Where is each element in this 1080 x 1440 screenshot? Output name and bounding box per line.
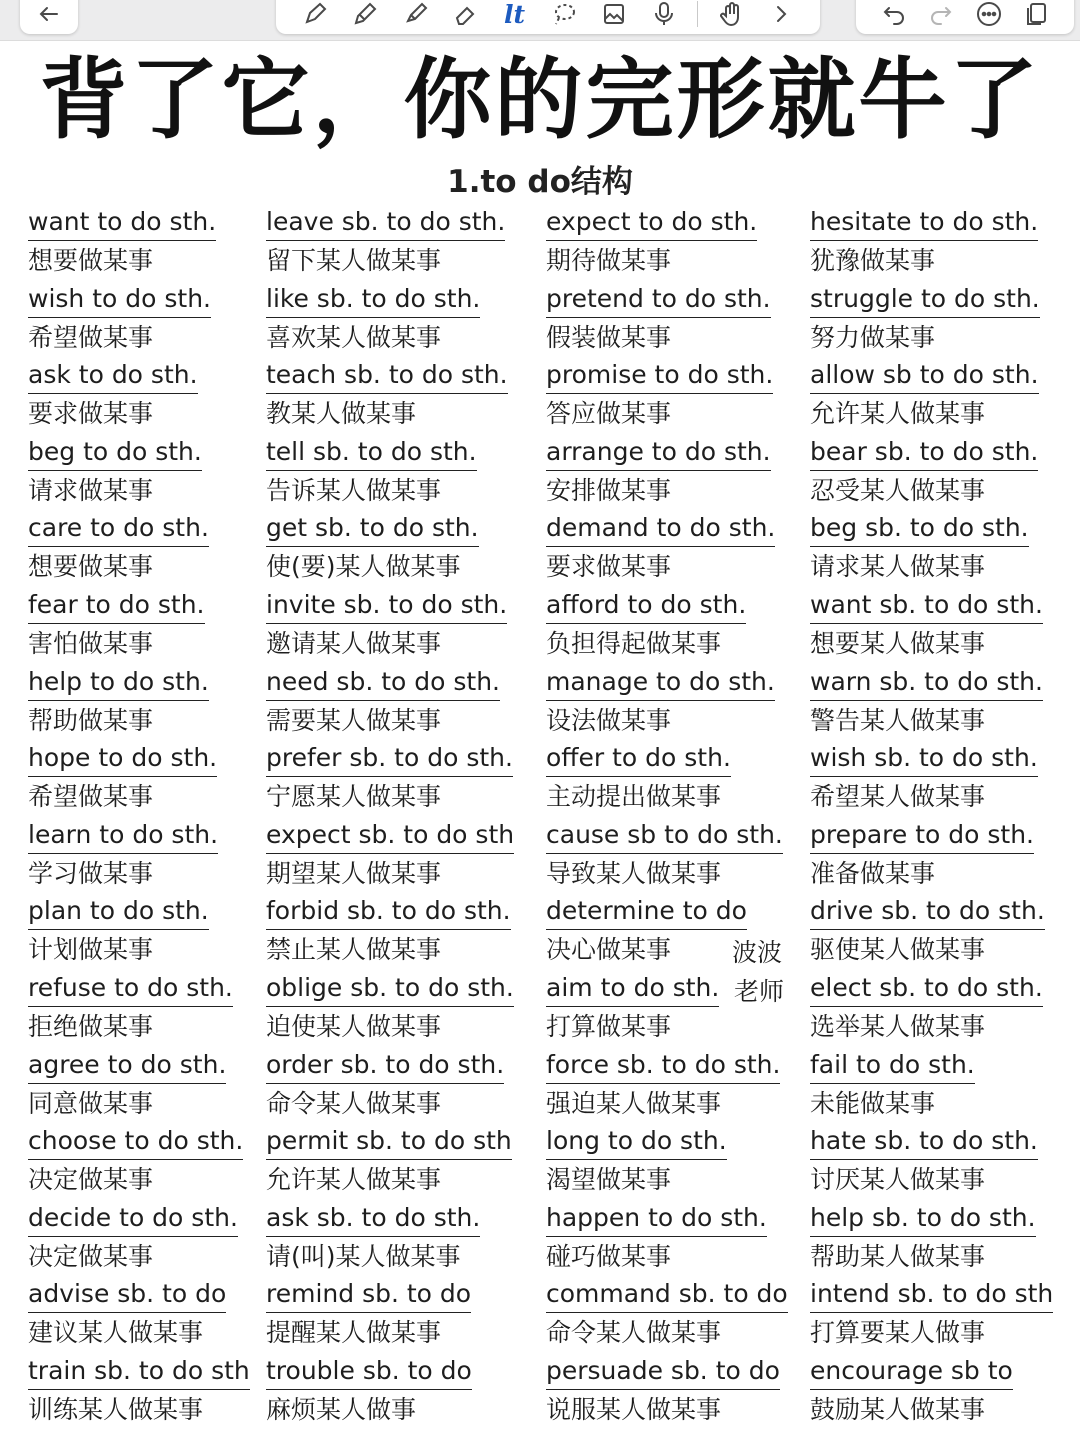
vocab-entry <box>28 1277 250 1354</box>
vocab-entry <box>28 435 250 512</box>
phrase-chinese: 假装做某事 <box>546 322 672 352</box>
vocab-entry <box>810 665 1053 742</box>
phrase-english: plan to do sth. <box>28 894 209 930</box>
vocab-entry <box>546 818 788 895</box>
phrase-chinese: 训练某人做某事 <box>28 1394 204 1424</box>
vocab-entry <box>810 1201 1053 1278</box>
phrase-chinese: 命令某人做某事 <box>266 1088 442 1118</box>
vocab-entry <box>810 1354 1053 1431</box>
phrase-chinese: 警告某人做某事 <box>810 705 986 735</box>
phrase-english: prepare to do sth. <box>810 818 1034 854</box>
phrase-english: expect to do sth. <box>546 205 757 241</box>
vocab-entry <box>546 665 788 742</box>
phrase-english: refuse to do sth. <box>28 971 233 1007</box>
phrase-chinese: 决心做某事 <box>546 935 672 965</box>
vocab-entry <box>810 1277 1053 1354</box>
phrase-chinese: 使(要)某人做某事 <box>266 552 461 582</box>
vocab-entry <box>266 1277 514 1354</box>
phrase-chinese: 拒绝做某事 <box>28 1011 154 1041</box>
phrase-chinese: 请(叫)某人做某事 <box>266 1241 461 1271</box>
vocab-entry <box>28 1354 250 1431</box>
phrase-chinese: 帮助某人做某事 <box>810 1241 986 1271</box>
phrase-english: promise to do sth. <box>546 358 773 394</box>
section-heading: 1.to do结构 <box>447 164 633 200</box>
phrase-chinese: 教某人做某事 <box>266 399 417 429</box>
phrase-english: need sb. to do sth. <box>266 665 500 701</box>
eraser-icon[interactable] <box>448 0 482 29</box>
vocab-entry <box>810 741 1053 818</box>
phrase-chinese: 希望做某事 <box>28 322 154 352</box>
hand-icon[interactable] <box>714 0 748 29</box>
phrase-english: agree to do sth. <box>28 1048 226 1084</box>
vocab-entry <box>810 1124 1053 1201</box>
phrase-chinese: 允许某人做某事 <box>810 399 986 429</box>
redo-icon[interactable] <box>924 0 958 29</box>
vocab-entry <box>266 358 514 435</box>
vocab-entry <box>28 588 250 665</box>
phrase-chinese: 强迫某人做某事 <box>546 1088 722 1118</box>
phrase-chinese: 选举某人做某事 <box>810 1011 986 1041</box>
image-icon[interactable] <box>597 0 631 29</box>
phrase-english: fear to do sth. <box>28 588 205 624</box>
phrase-chinese: 主动提出做某事 <box>546 782 722 812</box>
phrase-chinese: 期望某人做某事 <box>266 858 442 888</box>
vocab-entry <box>266 205 514 282</box>
phrase-english: cause sb to do sth. <box>546 818 783 854</box>
phrase-chinese: 决定做某事 <box>28 1165 154 1195</box>
phrase-chinese: 迫使某人做某事 <box>266 1011 442 1041</box>
actions-pill <box>856 0 1074 34</box>
phrase-chinese: 说服某人做某事 <box>546 1394 722 1424</box>
more-icon[interactable] <box>972 0 1006 29</box>
phrase-english: trouble sb. to do <box>266 1354 472 1390</box>
phrase-english: invite sb. to do sth. <box>266 588 507 624</box>
phrase-english: long to do sth. <box>546 1124 727 1160</box>
phrase-english: care to do sth. <box>28 511 209 547</box>
vocab-entry <box>266 435 514 512</box>
vocab-entry <box>546 358 788 435</box>
text-tool-icon[interactable]: lt <box>504 0 526 29</box>
vocab-column-2 <box>266 205 514 1431</box>
phrase-chinese: 忍受某人做某事 <box>810 475 986 505</box>
vocab-entry <box>28 665 250 742</box>
phrase-chinese: 未能做某事 <box>810 1088 936 1118</box>
phrase-english: force sb. to do sth. <box>546 1048 780 1084</box>
phrase-english: persuade sb. to do <box>546 1354 780 1390</box>
phrase-chinese: 害怕做某事 <box>28 628 154 658</box>
phrase-english: manage to do sth. <box>546 665 775 701</box>
vocab-entry <box>266 1124 514 1201</box>
toolbar-divider <box>697 1 698 27</box>
vocab-entry <box>266 1048 514 1125</box>
phrase-chinese: 告诉某人做某事 <box>266 475 442 505</box>
phrase-english: learn to do sth. <box>28 818 218 854</box>
phrase-english: help to do sth. <box>28 665 209 701</box>
vocab-entry <box>28 971 250 1048</box>
vocab-column-4 <box>810 205 1053 1431</box>
margin-note: 老师 <box>734 977 785 1006</box>
vocab-entry <box>28 205 250 282</box>
phrase-chinese: 准备做某事 <box>810 858 936 888</box>
vocab-entry <box>546 1048 788 1125</box>
vocab-entry <box>546 1124 788 1201</box>
vocab-entry <box>266 511 514 588</box>
phrase-chinese: 讨厌某人做某事 <box>810 1165 986 1195</box>
phrase-english: teach sb. to do sth. <box>266 358 508 394</box>
phrase-english: warn sb. to do sth. <box>810 665 1043 701</box>
undo-icon[interactable] <box>877 0 911 29</box>
vocab-entry <box>546 1277 788 1354</box>
phrase-chinese: 期待做某事 <box>546 246 672 275</box>
phrase-english: like sb. to do sth. <box>266 282 480 318</box>
vocab-entry <box>546 435 788 512</box>
arrow-left-icon[interactable] <box>32 0 66 29</box>
vocab-entry <box>810 894 1053 971</box>
vocab-entry <box>28 1048 250 1125</box>
vocab-entry <box>266 971 514 1048</box>
vocab-entry <box>266 588 514 665</box>
phrase-chinese: 帮助做某事 <box>28 705 154 735</box>
phrase-chinese: 禁止某人做某事 <box>266 935 442 965</box>
phrase-chinese: 要求做某事 <box>546 552 672 582</box>
vocab-entry <box>546 282 788 359</box>
pencil-icon[interactable] <box>348 0 382 29</box>
vocab-entry <box>546 588 788 665</box>
vocab-entry <box>28 894 250 971</box>
phrase-chinese: 同意做某事 <box>28 1088 154 1118</box>
vocab-entry <box>810 818 1053 895</box>
phrase-chinese: 提醒某人做某事 <box>266 1318 442 1348</box>
phrase-english: tell sb. to do sth. <box>266 435 477 471</box>
vocab-entry <box>810 1048 1053 1125</box>
phrase-english: beg sb. to do sth. <box>810 511 1029 547</box>
phrase-chinese: 想要某人做某事 <box>810 628 986 658</box>
phrase-chinese: 驱使某人做某事 <box>810 935 986 965</box>
margin-note: 波波 <box>732 938 783 967</box>
vocab-entry <box>810 205 1053 282</box>
vocab-entry <box>266 741 514 818</box>
phrase-english: elect sb. to do sth. <box>810 971 1043 1007</box>
phrase-english: fail to do sth. <box>810 1048 975 1084</box>
phrase-chinese: 答应做某事 <box>546 399 672 429</box>
phrase-chinese: 建议某人做某事 <box>28 1318 204 1348</box>
phrase-english: allow sb to do sth. <box>810 358 1039 394</box>
phrase-chinese: 导致某人做某事 <box>546 858 722 888</box>
highlighter-icon[interactable] <box>398 0 432 29</box>
vocab-entry <box>810 588 1053 665</box>
vocab-column-3 <box>546 205 788 1431</box>
phrase-english: get sb. to do sth. <box>266 511 479 547</box>
vocab-entry <box>28 741 250 818</box>
phrase-chinese: 努力做某事 <box>810 322 936 352</box>
phrase-english: drive sb. to do sth. <box>810 894 1045 930</box>
microphone-icon[interactable] <box>647 0 681 29</box>
vocab-entry <box>266 282 514 359</box>
vocab-entry <box>266 665 514 742</box>
vocab-entry <box>546 205 788 282</box>
phrase-english: decide to do sth. <box>28 1201 238 1237</box>
pages-icon[interactable] <box>1019 0 1053 29</box>
phrase-english: ask to do sth. <box>28 358 198 394</box>
phrase-english: pretend to do sth. <box>546 282 771 318</box>
phrase-english: want to do sth. <box>28 205 216 241</box>
vocab-entry <box>266 1354 514 1431</box>
phrase-english: bear sb. to do sth. <box>810 435 1038 471</box>
phrase-english: hate sb. to do sth. <box>810 1124 1038 1160</box>
vocab-entry <box>810 358 1053 435</box>
phrase-chinese: 喜欢某人做某事 <box>266 322 442 352</box>
phrase-english: struggle to do sth. <box>810 282 1040 318</box>
vocab-entry <box>546 741 788 818</box>
phrase-chinese: 麻烦某人做事 <box>266 1394 417 1424</box>
phrase-english: offer to do sth. <box>546 741 731 777</box>
phrase-chinese: 计划做某事 <box>28 935 154 965</box>
vocab-entry <box>28 1124 250 1201</box>
vocab-entry <box>266 1201 514 1278</box>
phrase-english: prefer sb. to do sth. <box>266 741 513 777</box>
phrase-chinese: 碰巧做某事 <box>546 1241 672 1271</box>
phrase-chinese: 要求做某事 <box>28 399 154 429</box>
phrase-chinese: 犹豫做某事 <box>810 246 936 275</box>
phrase-chinese: 设法做某事 <box>546 705 672 735</box>
phrase-english: afford to do sth. <box>546 588 746 624</box>
phrase-english: help sb. to do sth. <box>810 1201 1036 1237</box>
vocab-entry <box>28 1201 250 1278</box>
phrase-english: demand to do sth. <box>546 511 775 547</box>
phrase-chinese: 请求某人做某事 <box>810 552 986 582</box>
phrase-english: beg to do sth. <box>28 435 202 471</box>
phrase-chinese: 邀请某人做某事 <box>266 628 442 658</box>
phrase-chinese: 留下某人做某事 <box>266 246 442 275</box>
top-toolbar <box>0 0 1080 41</box>
phrase-english: intend sb. to do sth <box>810 1277 1053 1313</box>
phrase-chinese: 命令某人做某事 <box>546 1318 722 1348</box>
phrase-chinese: 鼓励某人做某事 <box>810 1394 986 1424</box>
phrase-english: hope to do sth. <box>28 741 217 777</box>
phrase-english: leave sb. to do sth. <box>266 205 505 241</box>
phrase-chinese: 决定做某事 <box>28 1241 154 1271</box>
vocab-entry <box>546 1354 788 1431</box>
tools-pill <box>276 0 820 34</box>
phrase-chinese: 打算要某人做事 <box>810 1318 986 1348</box>
phrase-chinese: 学习做某事 <box>28 858 154 888</box>
back-pill <box>20 0 78 34</box>
phrase-chinese: 安排做某事 <box>546 475 672 505</box>
phrase-english: order sb. to do sth. <box>266 1048 504 1084</box>
vocab-entry <box>810 282 1053 359</box>
phrase-english: expect sb. to do sth <box>266 818 514 854</box>
phrase-chinese: 需要某人做某事 <box>266 705 442 735</box>
chevron-right-icon[interactable] <box>764 0 798 29</box>
vocab-entry <box>28 282 250 359</box>
phrase-english: want sb. to do sth. <box>810 588 1043 624</box>
vocab-entry <box>266 818 514 895</box>
vocab-entry <box>810 435 1053 512</box>
phrase-english: hesitate to do sth. <box>810 205 1038 241</box>
phrase-english: arrange to do sth. <box>546 435 771 471</box>
page-title: 背了它，你的完形就牛了 <box>39 48 1041 151</box>
phrase-chinese: 希望某人做某事 <box>810 782 986 812</box>
phrase-english: train sb. to do sth <box>28 1354 250 1390</box>
phrase-english: wish sb. to do sth. <box>810 741 1038 777</box>
lasso-icon[interactable] <box>547 0 581 29</box>
vocab-entry <box>546 1201 788 1278</box>
vocab-entry <box>28 818 250 895</box>
vocab-entry <box>546 511 788 588</box>
phrase-chinese: 允许某人做某事 <box>266 1165 442 1195</box>
vocab-entry <box>810 511 1053 588</box>
phrase-chinese: 打算做某事 <box>546 1011 672 1041</box>
phrase-english: permit sb. to do sth <box>266 1124 512 1160</box>
phrase-chinese: 请求做某事 <box>28 475 154 505</box>
phrase-english: aim to do sth. <box>546 971 719 1007</box>
pen-icon[interactable] <box>298 0 332 29</box>
phrase-english: determine to do <box>546 894 747 930</box>
phrase-english: forbid sb. to do sth. <box>266 894 511 930</box>
phrase-english: encourage sb to <box>810 1354 1013 1390</box>
phrase-english: advise sb. to do <box>28 1277 226 1313</box>
phrase-chinese: 想要做某事 <box>28 246 154 275</box>
vocab-entry <box>28 358 250 435</box>
phrase-english: oblige sb. to do sth. <box>266 971 514 1007</box>
phrase-english: ask sb. to do sth. <box>266 1201 480 1237</box>
phrase-chinese: 渴望做某事 <box>546 1165 672 1195</box>
phrase-english: remind sb. to do <box>266 1277 471 1313</box>
phrase-chinese: 负担得起做某事 <box>546 628 722 658</box>
vocab-entry <box>28 511 250 588</box>
vocab-column-1 <box>28 205 250 1431</box>
phrase-english: happen to do sth. <box>546 1201 767 1237</box>
phrase-english: command sb. to do <box>546 1277 788 1313</box>
phrase-chinese: 宁愿某人做某事 <box>266 782 442 812</box>
vocab-entry <box>266 894 514 971</box>
phrase-english: choose to do sth. <box>28 1124 243 1160</box>
phrase-chinese: 希望做某事 <box>28 782 154 812</box>
phrase-chinese: 想要做某事 <box>28 552 154 582</box>
vocab-entry <box>810 971 1053 1048</box>
phrase-english: wish to do sth. <box>28 282 211 318</box>
